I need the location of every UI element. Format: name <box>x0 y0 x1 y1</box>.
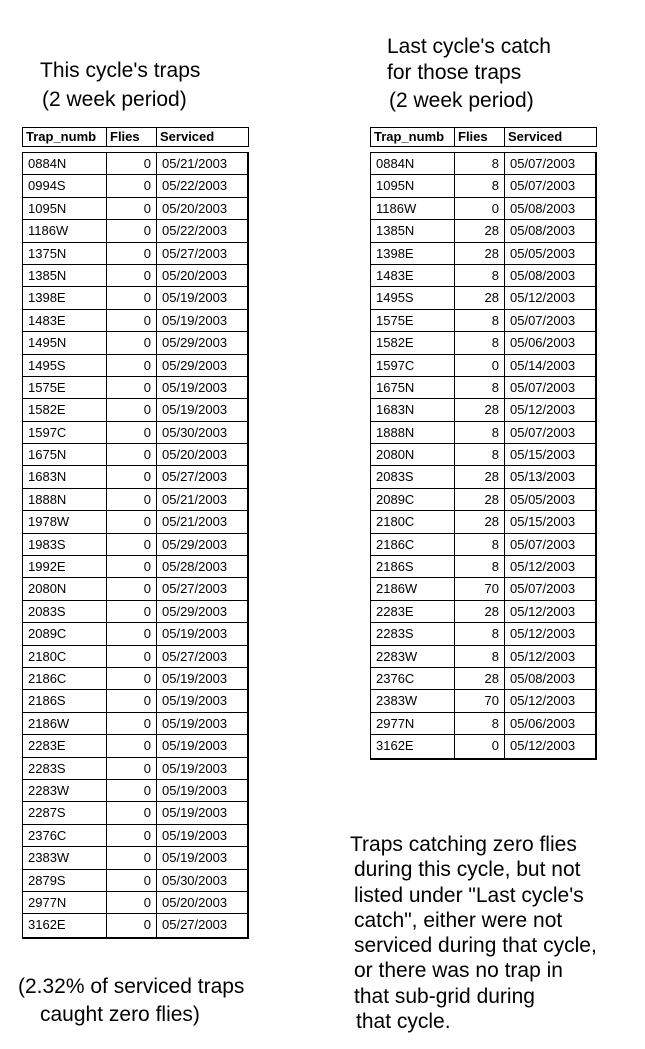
trap-number-cell: 2186C <box>23 668 107 689</box>
flies-cell: 0 <box>107 668 157 689</box>
trap-number-cell: 2383W <box>371 690 455 711</box>
trap-number-cell: 2186S <box>23 690 107 711</box>
left-header-serviced: Serviced <box>160 129 215 144</box>
serviced-date-cell: 05/05/2003 <box>510 491 576 507</box>
flies-cell: 0 <box>107 758 157 779</box>
flies-cell: 8 <box>455 534 505 555</box>
trap-number-cell: 2283E <box>23 735 107 756</box>
trap-number-cell: 2083S <box>371 466 455 487</box>
flies-cell: 0 <box>107 265 157 286</box>
note-line-1: Traps catching zero flies <box>350 833 577 856</box>
serviced-date-cell: 05/08/2003 <box>510 200 576 216</box>
trap-number-cell: 2080N <box>23 578 107 599</box>
flies-cell: 28 <box>455 287 505 308</box>
serviced-date-cell: 05/21/2003 <box>162 514 228 530</box>
flies-cell: 0 <box>455 735 505 757</box>
serviced-date-cell: 05/29/2003 <box>162 335 228 351</box>
table-row <box>23 332 247 354</box>
flies-cell: 0 <box>107 914 157 936</box>
serviced-date-cell: 05/07/2003 <box>510 424 576 440</box>
table-row <box>23 243 247 265</box>
trap-number-cell: 1675N <box>23 444 107 465</box>
trap-number-cell: 2283S <box>371 623 455 644</box>
serviced-date-cell: 05/30/2003 <box>162 424 228 440</box>
trap-number-cell: 0884N <box>371 153 455 174</box>
table-row <box>371 735 595 757</box>
table-row <box>23 914 247 936</box>
note-line-7: that sub-grid during <box>354 984 535 1008</box>
serviced-date-cell: 05/05/2003 <box>510 245 576 261</box>
serviced-date-cell: 05/19/2003 <box>162 715 228 731</box>
flies-cell: 8 <box>455 265 505 286</box>
table-row <box>371 578 595 600</box>
note-line-3: listed under "Last cycle's <box>354 883 584 907</box>
trap-number-cell: 2186C <box>371 534 455 555</box>
trap-number-cell: 1888N <box>371 422 455 443</box>
serviced-date-cell: 05/27/2003 <box>162 245 228 261</box>
flies-cell: 0 <box>107 713 157 734</box>
note-line-5: serviced during that cycle, <box>354 934 597 958</box>
table-row <box>23 377 247 399</box>
trap-number-cell: 1385N <box>23 265 107 286</box>
flies-cell: 8 <box>455 623 505 644</box>
trap-number-cell: 1495S <box>371 287 455 308</box>
table-row <box>23 690 247 712</box>
right-title-line-1: Last cycle's catch <box>387 35 551 58</box>
trap-number-cell: 2376C <box>23 825 107 846</box>
table-row <box>371 332 595 354</box>
note-line-2: during this cycle, but not <box>354 858 581 882</box>
table-row <box>371 243 595 265</box>
flies-cell: 0 <box>107 511 157 532</box>
table-row <box>23 287 247 309</box>
serviced-date-cell: 05/19/2003 <box>162 850 228 866</box>
trap-number-cell: 1575E <box>371 310 455 331</box>
trap-number-cell: 2283W <box>23 780 107 801</box>
serviced-date-cell: 05/19/2003 <box>162 827 228 843</box>
trap-number-cell: 3162E <box>371 735 455 757</box>
trap-number-cell: 1483E <box>23 310 107 331</box>
flies-cell: 8 <box>455 175 505 196</box>
table-row <box>371 355 595 377</box>
flies-cell: 0 <box>107 153 157 174</box>
flies-cell: 0 <box>455 198 505 219</box>
table-row <box>23 489 247 511</box>
flies-cell: 8 <box>455 444 505 465</box>
serviced-date-cell: 05/19/2003 <box>162 312 228 328</box>
table-row <box>23 802 247 824</box>
serviced-date-cell: 05/06/2003 <box>510 335 576 351</box>
serviced-date-cell: 05/27/2003 <box>162 469 228 485</box>
serviced-date-cell: 05/19/2003 <box>162 782 228 798</box>
table-row <box>371 713 595 735</box>
trap-number-cell: 1983S <box>23 534 107 555</box>
trap-number-cell: 1095N <box>371 175 455 196</box>
right-note <box>350 832 597 1034</box>
table-row <box>23 511 247 533</box>
table-row <box>23 153 247 175</box>
flies-cell: 8 <box>455 153 505 174</box>
table-row <box>23 758 247 780</box>
table-row <box>23 265 247 287</box>
table-row <box>23 355 247 377</box>
flies-cell: 28 <box>455 511 505 532</box>
flies-cell: 28 <box>455 489 505 510</box>
left-table-header <box>22 127 249 147</box>
table-row <box>371 556 595 578</box>
trap-number-cell: 1495S <box>23 355 107 376</box>
flies-cell: 0 <box>107 355 157 376</box>
table-row <box>371 198 595 220</box>
serviced-date-cell: 05/12/2003 <box>510 648 576 664</box>
flies-cell: 0 <box>107 444 157 465</box>
serviced-date-cell: 05/19/2003 <box>162 626 228 642</box>
trap-number-cell: 0994S <box>23 175 107 196</box>
table-row <box>371 466 595 488</box>
flies-cell: 70 <box>455 690 505 711</box>
table-row <box>23 735 247 757</box>
flies-cell: 0 <box>107 198 157 219</box>
left-header-flies: Flies <box>107 128 157 146</box>
flies-cell: 0 <box>107 623 157 644</box>
trap-number-cell: 1095N <box>23 198 107 219</box>
trap-number-cell: 2089C <box>23 623 107 644</box>
table-row <box>371 377 595 399</box>
serviced-date-cell: 05/12/2003 <box>510 290 576 306</box>
table-row <box>371 646 595 668</box>
trap-number-cell: 1375N <box>23 243 107 264</box>
serviced-date-cell: 05/08/2003 <box>510 223 576 239</box>
trap-number-cell: 2186S <box>371 556 455 577</box>
table-row <box>23 780 247 802</box>
table-row <box>371 489 595 511</box>
serviced-date-cell: 05/19/2003 <box>162 805 228 821</box>
flies-cell: 8 <box>455 332 505 353</box>
right-table-body <box>370 152 597 760</box>
right-header-serviced: Serviced <box>508 129 563 144</box>
table-row <box>371 623 595 645</box>
serviced-date-cell: 05/19/2003 <box>162 290 228 306</box>
flies-cell: 0 <box>107 489 157 510</box>
flies-cell: 28 <box>455 399 505 420</box>
flies-cell: 8 <box>455 646 505 667</box>
trap-number-cell: 1888N <box>23 489 107 510</box>
flies-cell: 0 <box>107 310 157 331</box>
table-row <box>23 399 247 421</box>
trap-number-cell: 1597C <box>23 422 107 443</box>
right-table-header <box>370 127 597 147</box>
table-row <box>371 511 595 533</box>
serviced-date-cell: 05/20/2003 <box>162 894 228 910</box>
serviced-date-cell: 05/30/2003 <box>162 872 228 888</box>
trap-number-cell: 2080N <box>371 444 455 465</box>
serviced-date-cell: 05/07/2003 <box>510 312 576 328</box>
serviced-date-cell: 05/07/2003 <box>510 379 576 395</box>
flies-cell: 0 <box>107 332 157 353</box>
serviced-date-cell: 05/07/2003 <box>510 178 576 194</box>
table-row <box>371 175 595 197</box>
trap-number-cell: 2977N <box>371 713 455 734</box>
flies-cell: 0 <box>107 870 157 891</box>
left-footnote-line-1: (2.32% of serviced traps <box>18 975 245 998</box>
table-row <box>23 534 247 556</box>
serviced-date-cell: 05/08/2003 <box>510 267 576 283</box>
serviced-date-cell: 05/19/2003 <box>162 402 228 418</box>
trap-number-cell: 2283S <box>23 758 107 779</box>
left-footnote <box>18 973 244 1029</box>
table-row <box>371 153 595 175</box>
flies-cell: 0 <box>107 243 157 264</box>
table-row <box>371 668 595 690</box>
serviced-date-cell: 05/12/2003 <box>510 626 576 642</box>
right-title-line-3: (2 week period) <box>389 89 534 112</box>
flies-cell: 0 <box>107 534 157 555</box>
flies-cell: 8 <box>455 713 505 734</box>
flies-cell: 0 <box>107 735 157 756</box>
note-line-4: catch", either were not <box>354 908 563 932</box>
table-row <box>23 310 247 332</box>
flies-cell: 8 <box>455 556 505 577</box>
trap-number-cell: 1398E <box>23 287 107 308</box>
flies-cell: 0 <box>107 646 157 667</box>
serviced-date-cell: 05/15/2003 <box>510 447 576 463</box>
serviced-date-cell: 05/12/2003 <box>510 738 576 754</box>
table-row <box>371 534 595 556</box>
trap-number-cell: 2287S <box>23 802 107 823</box>
trap-number-cell: 1186W <box>23 220 107 241</box>
table-row <box>371 287 595 309</box>
table-row <box>23 466 247 488</box>
trap-number-cell: 1495N <box>23 332 107 353</box>
table-row <box>23 422 247 444</box>
table-row <box>23 713 247 735</box>
serviced-date-cell: 05/19/2003 <box>162 379 228 395</box>
table-row <box>23 556 247 578</box>
table-row <box>23 825 247 847</box>
serviced-date-cell: 05/19/2003 <box>162 760 228 776</box>
trap-number-cell: 1186W <box>371 198 455 219</box>
table-row <box>371 422 595 444</box>
serviced-date-cell: 05/29/2003 <box>162 357 228 373</box>
left-footnote-line-2: caught zero flies) <box>40 1003 200 1026</box>
serviced-date-cell: 05/19/2003 <box>162 670 228 686</box>
flies-cell: 0 <box>107 780 157 801</box>
serviced-date-cell: 05/20/2003 <box>162 267 228 283</box>
trap-number-cell: 2977N <box>23 892 107 913</box>
flies-cell: 0 <box>107 220 157 241</box>
table-row <box>23 444 247 466</box>
flies-cell: 28 <box>455 668 505 689</box>
trap-number-cell: 1597C <box>371 355 455 376</box>
flies-cell: 70 <box>455 578 505 599</box>
flies-cell: 0 <box>107 578 157 599</box>
note-line-8: that cycle. <box>356 1010 451 1034</box>
serviced-date-cell: 05/27/2003 <box>162 648 228 664</box>
trap-number-cell: 1398E <box>371 243 455 264</box>
flies-cell: 0 <box>107 377 157 398</box>
serviced-date-cell: 05/06/2003 <box>510 715 576 731</box>
serviced-date-cell: 05/13/2003 <box>510 469 576 485</box>
flies-cell: 0 <box>107 892 157 913</box>
trap-number-cell: 2283W <box>371 646 455 667</box>
serviced-date-cell: 05/14/2003 <box>510 357 576 373</box>
flies-cell: 0 <box>107 825 157 846</box>
trap-number-cell: 2083S <box>23 601 107 622</box>
table-row <box>23 623 247 645</box>
trap-number-cell: 0884N <box>23 153 107 174</box>
flies-cell: 0 <box>107 466 157 487</box>
left-header-trap: Trap_numb <box>23 128 107 146</box>
table-row <box>23 892 247 914</box>
table-row <box>23 646 247 668</box>
table-row <box>23 601 247 623</box>
flies-cell: 0 <box>107 399 157 420</box>
serviced-date-cell: 05/21/2003 <box>162 156 228 171</box>
right-header-flies: Flies <box>455 128 505 146</box>
flies-cell: 28 <box>455 601 505 622</box>
flies-cell: 0 <box>107 802 157 823</box>
trap-number-cell: 1385N <box>371 220 455 241</box>
trap-number-cell: 1992E <box>23 556 107 577</box>
table-row <box>23 198 247 220</box>
trap-number-cell: 1683N <box>23 466 107 487</box>
flies-cell: 0 <box>107 847 157 868</box>
left-title <box>40 58 200 113</box>
serviced-date-cell: 05/15/2003 <box>510 514 576 530</box>
flies-cell: 0 <box>107 287 157 308</box>
flies-cell: 8 <box>455 310 505 331</box>
trap-number-cell: 3162E <box>23 914 107 936</box>
flies-cell: 0 <box>107 601 157 622</box>
left-table-body <box>22 152 249 939</box>
serviced-date-cell: 05/29/2003 <box>162 603 228 619</box>
table-row <box>371 310 595 332</box>
flies-cell: 28 <box>455 220 505 241</box>
trap-number-cell: 2180C <box>23 646 107 667</box>
trap-number-cell: 2186W <box>23 713 107 734</box>
table-row <box>371 265 595 287</box>
right-header-trap: Trap_numb <box>371 128 455 146</box>
table-row <box>371 399 595 421</box>
trap-number-cell: 1483E <box>371 265 455 286</box>
serviced-date-cell: 05/07/2003 <box>510 156 576 171</box>
table-row <box>371 690 595 712</box>
trap-number-cell: 1675N <box>371 377 455 398</box>
serviced-date-cell: 05/21/2003 <box>162 491 228 507</box>
flies-cell: 0 <box>107 175 157 196</box>
trap-number-cell: 2879S <box>23 870 107 891</box>
left-title-line-1: This cycle's traps <box>40 59 201 82</box>
flies-cell: 0 <box>455 355 505 376</box>
trap-number-cell: 2383W <box>23 847 107 868</box>
table-row <box>23 870 247 892</box>
serviced-date-cell: 05/20/2003 <box>162 447 228 463</box>
trap-number-cell: 1582E <box>371 332 455 353</box>
serviced-date-cell: 05/29/2003 <box>162 536 228 552</box>
left-title-line-2: (2 week period) <box>42 88 187 111</box>
table-row <box>371 601 595 623</box>
serviced-date-cell: 05/12/2003 <box>510 402 576 418</box>
flies-cell: 0 <box>107 556 157 577</box>
trap-number-cell: 1582E <box>23 399 107 420</box>
table-row <box>371 220 595 242</box>
flies-cell: 28 <box>455 243 505 264</box>
serviced-date-cell: 05/19/2003 <box>162 693 228 709</box>
flies-cell: 0 <box>107 422 157 443</box>
serviced-date-cell: 05/27/2003 <box>162 917 228 933</box>
serviced-date-cell: 05/07/2003 <box>510 581 576 597</box>
table-row <box>23 668 247 690</box>
serviced-date-cell: 05/12/2003 <box>510 559 576 575</box>
trap-number-cell: 2180C <box>371 511 455 532</box>
trap-number-cell: 2376C <box>371 668 455 689</box>
serviced-date-cell: 05/27/2003 <box>162 581 228 597</box>
trap-number-cell: 2283E <box>371 601 455 622</box>
serviced-date-cell: 05/20/2003 <box>162 200 228 216</box>
right-title <box>387 34 551 114</box>
flies-cell: 8 <box>455 377 505 398</box>
serviced-date-cell: 05/19/2003 <box>162 738 228 754</box>
trap-number-cell: 1683N <box>371 399 455 420</box>
trap-number-cell: 1978W <box>23 511 107 532</box>
table-row <box>23 220 247 242</box>
trap-number-cell: 2186W <box>371 578 455 599</box>
flies-cell: 28 <box>455 466 505 487</box>
serviced-date-cell: 05/07/2003 <box>510 536 576 552</box>
note-line-6: or there was no trap in <box>354 959 563 983</box>
flies-cell: 0 <box>107 690 157 711</box>
serviced-date-cell: 05/28/2003 <box>162 559 228 575</box>
trap-number-cell: 1575E <box>23 377 107 398</box>
serviced-date-cell: 05/12/2003 <box>510 693 576 709</box>
table-row <box>23 175 247 197</box>
flies-cell: 8 <box>455 422 505 443</box>
table-row <box>23 847 247 869</box>
right-title-line-2: for those traps <box>387 61 522 84</box>
serviced-date-cell: 05/22/2003 <box>162 223 228 239</box>
serviced-date-cell: 05/12/2003 <box>510 603 576 619</box>
table-row <box>23 578 247 600</box>
table-row <box>371 444 595 466</box>
serviced-date-cell: 05/08/2003 <box>510 670 576 686</box>
serviced-date-cell: 05/22/2003 <box>162 178 228 194</box>
trap-number-cell: 2089C <box>371 489 455 510</box>
